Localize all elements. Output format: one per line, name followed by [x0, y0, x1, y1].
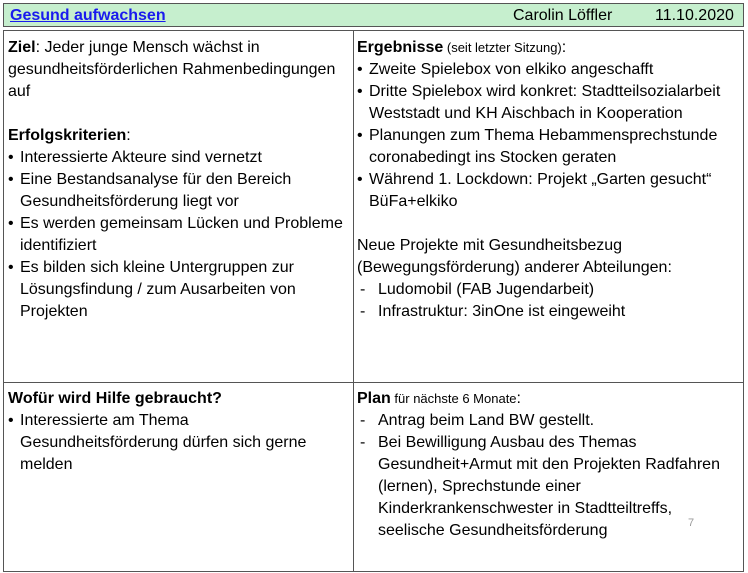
plan-cell	[357, 388, 737, 542]
ergebnisse-item: • Zweite Spielebox von elkiko angeschafft	[357, 59, 737, 81]
page-number: 7	[688, 517, 695, 529]
plan-label: Plan	[357, 390, 391, 407]
ergebnisse-item: • Während 1. Lockdown: Projekt „Garten gesucht“ BüFa+elkiko	[357, 169, 737, 213]
project-item: - Infrastruktur: 3inOne ist eingeweiht	[357, 301, 737, 323]
ergebnisse-cell	[357, 37, 737, 323]
ergebnisse-suffix: :	[561, 39, 567, 56]
page-title: Gesund aufwachsen	[10, 7, 166, 24]
ergebnisse-item: • Dritte Spielebox wird konkret: Stadtteilsozialarbeit Weststadt und KH Aischbach in Kooperation	[357, 81, 737, 125]
erfolg-item: • Es bilden sich kleine Untergruppen zur Lösungsfindung / zum Ausarbeiten von Projekten	[8, 257, 348, 323]
plan-heading	[357, 388, 737, 410]
erfolg-item: • Interessierte Akteure sind vernetzt	[8, 147, 348, 169]
erfolg-item: • Eine Bestandsanalyse für den Bereich Gesundheitsförderung liegt vor	[8, 169, 348, 213]
erfolg-item: • Es werden gemeinsam Lücken und Probleme identifiziert	[8, 213, 348, 257]
author-name: Carolin Löffler	[513, 7, 613, 24]
ziel-paragraph	[8, 37, 348, 103]
ziel-label: Ziel	[8, 39, 36, 56]
ziel-text: : Jeder junge Mensch wächst in gesundheitsförderlichen Rahmenbedingungen auf	[8, 39, 336, 100]
ergebnisse-label: Ergebnisse	[357, 39, 444, 56]
hilfe-heading: Wofür wird Hilfe gebraucht?	[8, 390, 222, 407]
plan-suffix: :	[516, 390, 521, 407]
ergebnisse-note: (seit letzter Sitzung)	[443, 40, 562, 55]
plan-note: für nächste 6 Monate	[390, 391, 517, 406]
erfolg-suffix: :	[126, 127, 131, 144]
projects-intro: Neue Projekte mit Gesundheitsbezug (Bewegungsförderung) anderer Abteilungen:	[357, 237, 672, 276]
erfolg-heading	[8, 125, 348, 147]
header-bar	[3, 3, 744, 27]
ziel-erfolg-cell	[8, 37, 348, 323]
ergebnisse-heading	[357, 37, 737, 59]
plan-item: - Antrag beim Land BW gestellt.	[357, 410, 737, 432]
erfolg-label: Erfolgskriterien	[8, 127, 127, 144]
grid-divider-vertical	[353, 31, 354, 571]
content-grid	[3, 30, 744, 572]
hilfe-item: • Interessierte am Thema Gesundheitsförderung dürfen sich gerne melden	[8, 410, 348, 476]
ergebnisse-item: • Planungen zum Thema Hebammensprechstunde coronabedingt ins Stocken geraten	[357, 125, 737, 169]
project-item: - Ludomobil (FAB Jugendarbeit)	[357, 279, 737, 301]
date-label: 11.10.2020	[655, 7, 734, 24]
hilfe-cell	[8, 388, 348, 476]
plan-item: - Bei Bewilligung Ausbau des Themas Gesundheit+Armut mit den Projekten Radfahren (lernen), Sprechstunde einer Kinderkrankenschwester in Stadtteiltreffs, seelische Gesundheitsförderung	[357, 432, 737, 542]
grid-divider-horizontal	[4, 382, 743, 383]
